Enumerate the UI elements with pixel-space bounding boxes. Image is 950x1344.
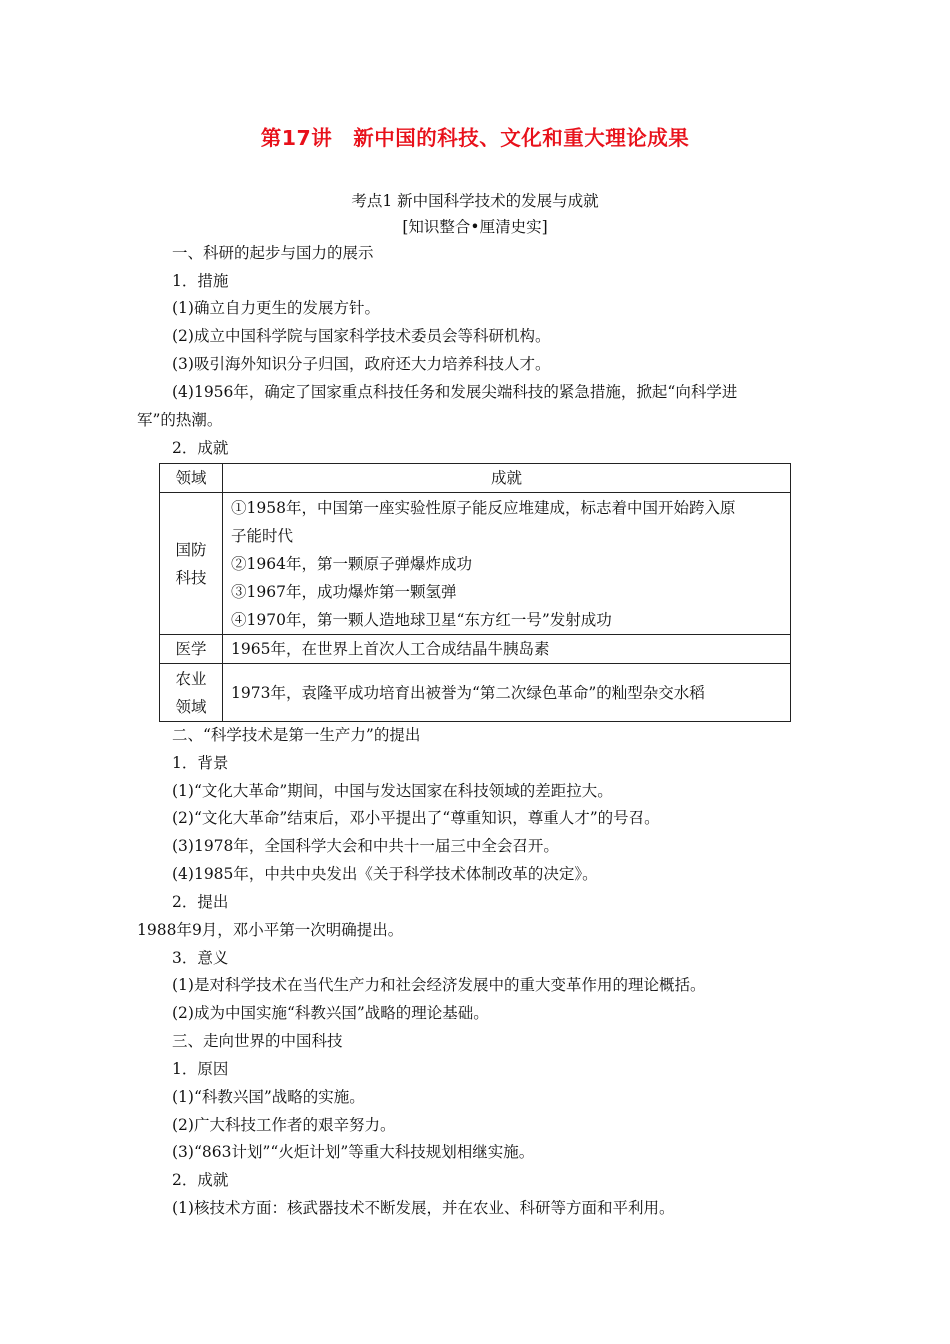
reason-item: (1)“科教兴国”战略的实施。 (172, 1088, 365, 1106)
achievement-line: ④1970年，第一颗人造地球卫星“东方红一号”发射成功 (231, 610, 612, 629)
field-line: 领域 (175, 697, 207, 716)
measure-item: (2)成立中国科学院与国家科学技术委员会等科研机构。 (172, 327, 551, 345)
table-header-field: 领域 (160, 464, 223, 493)
significance-item: (2)成为中国实施“科教兴国”战略的理论基础。 (172, 1004, 489, 1022)
measure-item: (4)1956年，确定了国家重点科技任务和发展尖端科技的紧急措施，掀起“向科学进 (172, 383, 738, 401)
field-line: 农业 (175, 669, 207, 688)
field-line: 科技 (175, 568, 207, 587)
table-cell-achievement (223, 664, 791, 722)
page-title: 第17讲 新中国的科技、文化和重大理论成果 (260, 126, 690, 150)
table-header-row (160, 464, 791, 493)
part3-achievement-item: (1)核技术方面：核武器技术不断发展，并在农业、科研等方面和平利用。 (172, 1199, 675, 1217)
part1-heading: 一、科研的起步与国力的展示 (172, 244, 374, 262)
background-item: (4)1985年，中共中央发出《关于科学技术体制改革的决定》。 (172, 865, 598, 883)
section-title: 考点1 新中国科学技术的发展与成就 (351, 192, 599, 210)
achievement-line: 子能时代 (231, 526, 294, 545)
field-line: 国防 (175, 540, 207, 559)
measure-item-continued: 军”的热潮。 (137, 411, 223, 429)
measure-item: (1)确立自力更生的发展方针。 (172, 299, 380, 317)
proposal-text: 1988年9月，邓小平第一次明确提出。 (137, 921, 404, 939)
reasons-heading: 1．原因 (172, 1060, 229, 1078)
reason-item: (2)广大科技工作者的艰辛努力。 (172, 1116, 396, 1134)
part3-heading: 三、走向世界的中国科技 (172, 1032, 343, 1050)
measure-item: (3)吸引海外知识分子归国，政府还大力培养科技人才。 (172, 355, 551, 373)
background-heading: 1．背景 (172, 754, 229, 772)
achievement-line: 1965年，在世界上首次人工合成结晶牛胰岛素 (231, 640, 550, 658)
achievement-line: ①1958年，中国第一座实验性原子能反应堆建成，标志着中国开始跨入原 (231, 498, 736, 517)
table-row (160, 664, 791, 722)
achievements-heading: 2．成就 (172, 439, 229, 457)
background-item: (3)1978年，全国科学大会和中共十一届三中全会召开。 (172, 837, 559, 855)
table-cell-achievement (223, 493, 791, 635)
field-line: 医学 (175, 640, 207, 658)
measures-heading: 1．措施 (172, 272, 229, 290)
achievement-line: ②1964年，第一颗原子弹爆炸成功 (231, 554, 472, 573)
achievement-line: 1973年，袁隆平成功培育出被誉为“第二次绿色革命”的籼型杂交水稻 (231, 683, 705, 702)
part3-achievements-heading: 2．成就 (172, 1171, 229, 1189)
table-row (160, 635, 791, 664)
achievement-line: ③1967年，成功爆炸第一颗氢弹 (231, 582, 457, 601)
section-subtitle: [知识整合•厘清史实] (402, 218, 548, 236)
table-cell-field (160, 635, 223, 664)
part2-heading: 二、“科学技术是第一生产力”的提出 (172, 726, 421, 744)
table-row (160, 493, 791, 635)
table-cell-field (160, 493, 223, 635)
table-cell-achievement (223, 635, 791, 664)
table-cell-field (160, 664, 223, 722)
significance-heading: 3．意义 (172, 949, 229, 967)
reason-item: (3)“863计划”“火炬计划”等重大科技规划相继实施。 (172, 1143, 535, 1161)
proposal-heading: 2．提出 (172, 893, 229, 911)
background-item: (1)“文化大革命”期间，中国与发达国家在科技领域的差距拉大。 (172, 782, 613, 800)
achievements-table (159, 463, 791, 722)
table-header-achievement: 成就 (223, 464, 791, 493)
significance-item: (1)是对科学技术在当代生产力和社会经济发展中的重大变革作用的理论概括。 (172, 976, 706, 994)
background-item: (2)“文化大革命”结束后，邓小平提出了“尊重知识，尊重人才”的号召。 (172, 809, 660, 827)
